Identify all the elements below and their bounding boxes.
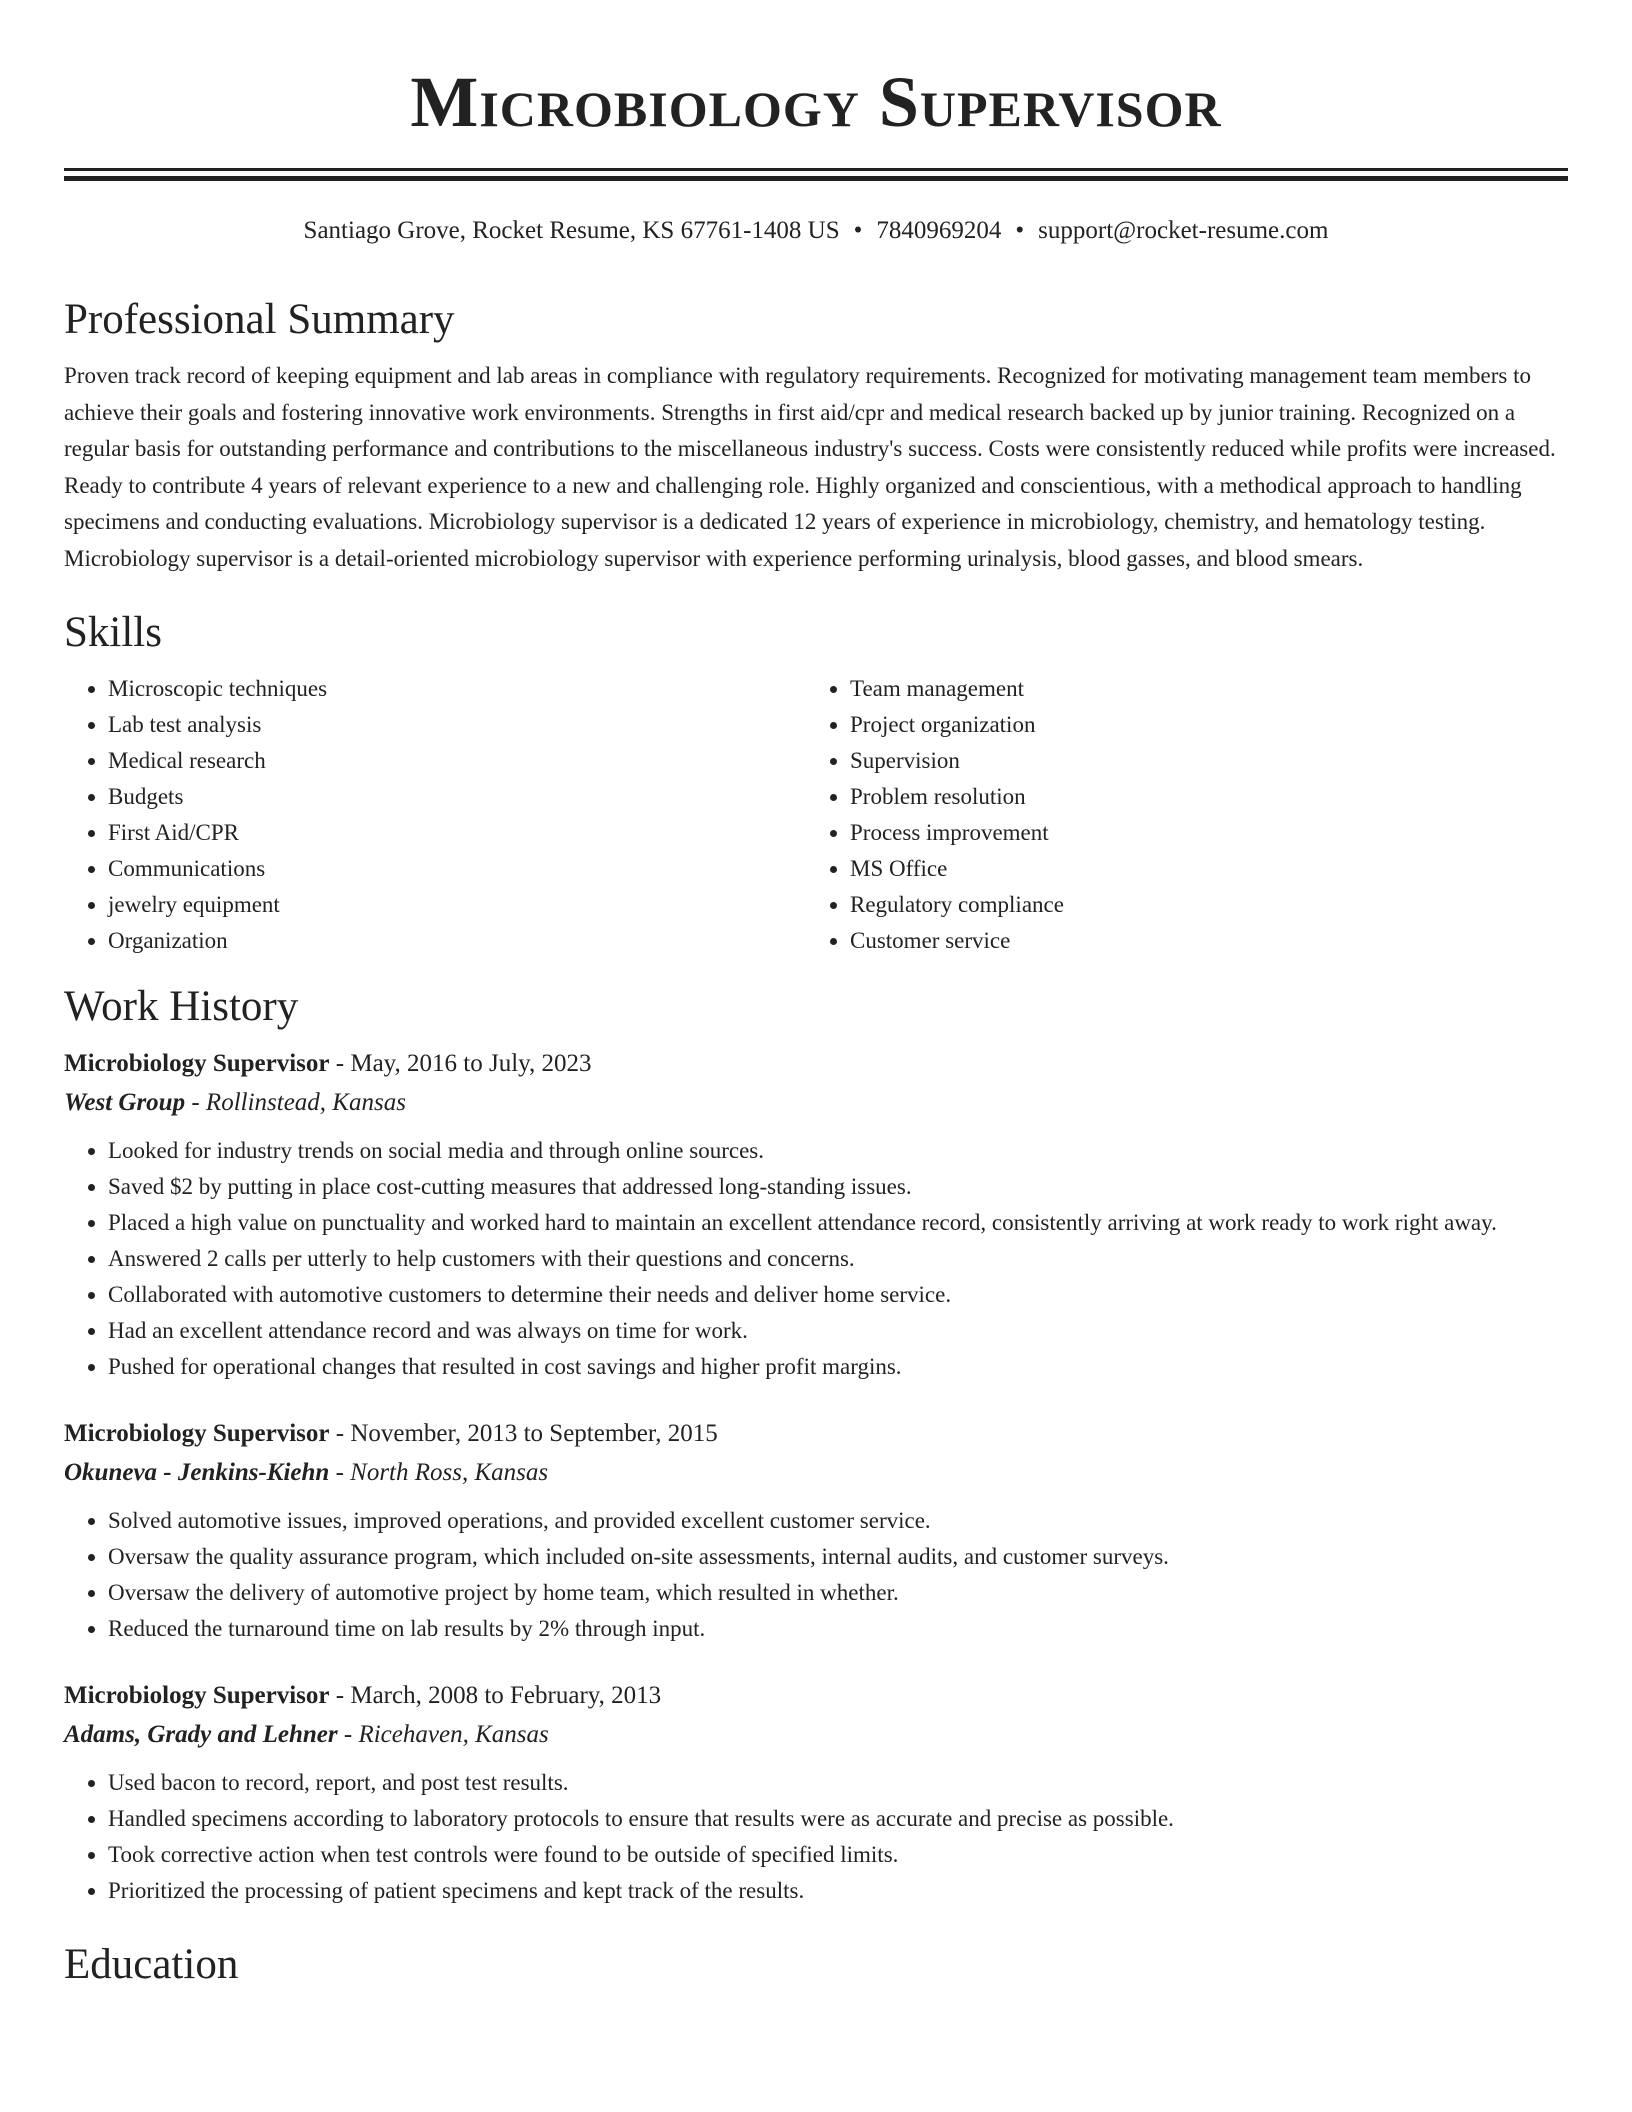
skill-item: • Lab test analysis <box>108 707 806 743</box>
job-title-line <box>64 1677 1568 1715</box>
job-location: - North Ross, Kansas <box>329 1459 549 1486</box>
skill-item: • Organization <box>108 923 806 959</box>
job-company-line <box>64 1453 1568 1493</box>
skill-item: • Team management <box>850 671 1548 707</box>
skill-item: • Regulatory compliance <box>850 887 1548 923</box>
contact-separator: • <box>853 217 863 244</box>
summary-text: Proven track record of keeping equipment and lab areas in compliance with regulatory requirements. Recognized for motivating management team members to achieve their goals and fostering innovative work environments. Strengths in first aid/cpr and medical research backed up by junior training. Recognized on a regular basis for outstanding performance and contributions to the miscellaneous industry's success. Costs were consistently reduced while profits were increased. Ready to contribute 4 years of relevant experience to a new and challenging role. Highly organized and conscientious, with a methodical approach to handling specimens and conducting evaluations. Microbiology supervisor is a dedicated 12 years of experience in microbiology, chemistry, and hematology testing. Microbiology supervisor is a detail-oriented microbiology supervisor with experience performing urinalysis, blood gasses, and blood smears. <box>64 363 1556 571</box>
job-company-line <box>64 1715 1568 1755</box>
skills-section <box>64 599 1568 959</box>
work-history-section <box>64 973 1568 1909</box>
skill-item: • Supervision <box>850 743 1548 779</box>
skill-item: • First Aid/CPR <box>108 815 806 851</box>
education-heading: Education <box>64 1941 239 1988</box>
job-title: Microbiology Supervisor <box>64 1420 330 1447</box>
skill-item: • Project organization <box>850 707 1548 743</box>
contact-email: support@rocket-resume.com <box>1038 217 1329 244</box>
skill-item: • Process improvement <box>850 815 1548 851</box>
candidate-name: Microbiology Supervisor <box>410 62 1222 142</box>
job-bullet: • Placed a high value on punctuality and worked hard to maintain an excellent attendance record, consistently arriving at work ready to work right away. <box>108 1205 1568 1241</box>
job-location: - Rollinstead, Kansas <box>185 1089 406 1116</box>
skill-item: • Microscopic techniques <box>108 671 806 707</box>
job-bullets <box>64 1765 1568 1909</box>
job-bullets <box>64 1503 1568 1647</box>
job-bullet: • Solved automotive issues, improved operations, and provided excellent customer service. <box>108 1503 1568 1539</box>
job-bullet: • Answered 2 calls per utterly to help customers with their questions and concerns. <box>108 1241 1568 1277</box>
skill-item: • Customer service <box>850 923 1548 959</box>
job-dates: - May, 2016 to July, 2023 <box>329 1050 592 1077</box>
job-title: Microbiology Supervisor <box>64 1682 330 1709</box>
skill-item: • MS Office <box>850 851 1548 887</box>
job-company: Okuneva - Jenkins-Kiehn <box>64 1459 330 1486</box>
skill-item: • Problem resolution <box>850 779 1548 815</box>
contact-phone: 7840969204 <box>876 217 1002 244</box>
job-bullet: • Used bacon to record, report, and post test results. <box>108 1765 1568 1801</box>
job-bullet: • Oversaw the delivery of automotive project by home team, which resulted in whether. <box>108 1575 1568 1611</box>
contact-address: Santiago Grove, Rocket Resume, KS 67761-1408 US <box>303 217 840 244</box>
job-bullet: • Pushed for operational changes that resulted in cost savings and higher profit margins. <box>108 1349 1568 1385</box>
job-bullet: • Looked for industry trends on social media and through online sources. <box>108 1133 1568 1169</box>
job-title-line <box>64 1045 1568 1083</box>
education-section <box>64 1931 1568 1999</box>
job-entry <box>64 1415 1568 1647</box>
skills-heading: Skills <box>64 609 162 656</box>
job-bullet: • Took corrective action when test controls were found to be outside of specified limits. <box>108 1837 1568 1873</box>
job-title: Microbiology Supervisor <box>64 1050 330 1077</box>
contact-line <box>0 214 1632 248</box>
skills-list-left <box>64 671 806 959</box>
job-company-line <box>64 1083 1568 1123</box>
header-rule-top <box>64 168 1568 171</box>
job-bullet: • Had an excellent attendance record and was always on time for work. <box>108 1313 1568 1349</box>
work-history-heading: Work History <box>64 983 299 1030</box>
job-bullet: • Prioritized the processing of patient specimens and kept track of the results. <box>108 1873 1568 1909</box>
skill-item: • Budgets <box>108 779 806 815</box>
job-dates: - November, 2013 to September, 2015 <box>329 1420 718 1447</box>
job-bullet: • Collaborated with automotive customers to determine their needs and deliver home service. <box>108 1277 1568 1313</box>
summary-heading: Professional Summary <box>64 296 455 343</box>
summary-section <box>64 286 1568 577</box>
job-bullet: • Oversaw the quality assurance program, which included on-site assessments, internal audits, and customer surveys. <box>108 1539 1568 1575</box>
skills-list-right <box>806 671 1548 959</box>
skills-columns <box>64 671 1568 959</box>
job-company: West Group <box>64 1089 186 1116</box>
contact-separator: • <box>1015 217 1025 244</box>
job-bullet: • Saved $2 by putting in place cost-cutting measures that addressed long-standing issues. <box>108 1169 1568 1205</box>
job-entry <box>64 1677 1568 1909</box>
job-title-line <box>64 1415 1568 1453</box>
header-rule-bottom <box>64 176 1568 181</box>
job-bullet: • Handled specimens according to laboratory protocols to ensure that results were as accurate and precise as possible. <box>108 1801 1568 1837</box>
job-dates: - March, 2008 to February, 2013 <box>329 1682 662 1709</box>
skill-item: • jewelry equipment <box>108 887 806 923</box>
job-company: Adams, Grady and Lehner <box>64 1721 338 1748</box>
job-entry <box>64 1045 1568 1385</box>
job-location: - Ricehaven, Kansas <box>337 1721 549 1748</box>
skill-item: • Communications <box>108 851 806 887</box>
job-bullet: • Reduced the turnaround time on lab results by 2% through input. <box>108 1611 1568 1647</box>
resume-content <box>64 286 1568 1999</box>
job-bullets <box>64 1133 1568 1385</box>
skill-item: • Medical research <box>108 743 806 779</box>
